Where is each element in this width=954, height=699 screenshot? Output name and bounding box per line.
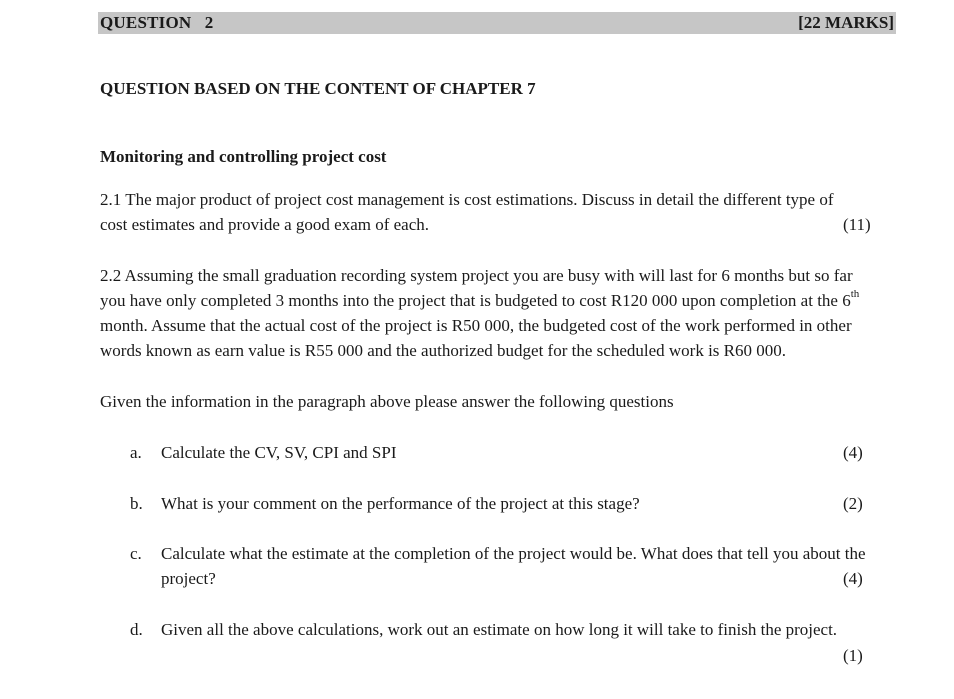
sub-question-a-letter: a. — [130, 443, 142, 462]
q2-1-marks: (11) — [843, 215, 871, 234]
sub-question-d-letter: d. — [130, 620, 143, 639]
ordinal-superscript: th — [850, 288, 860, 301]
sub-question-d-marks: (1) — [843, 646, 863, 665]
sub-question-a-text: Calculate the CV, SV, CPI and SPI — [161, 443, 397, 462]
q2-2-line-2: you have only completed 3 months into the project that is budgeted to cost R120 000 upon completion at the 6th — [100, 288, 860, 310]
sub-question-c-marks: (4) — [843, 569, 863, 588]
q2-2-line-3: month. Assume that the actual cost of the project is R50 000, the budgeted cost of the work performed in other — [100, 316, 852, 335]
section-heading: Monitoring and controlling project cost — [100, 147, 387, 166]
sub-question-b-marks: (2) — [843, 494, 863, 513]
q2-1-line-2: cost estimates and provide a good exam of each. — [100, 215, 430, 234]
total-marks: [22 MARKS] — [798, 13, 894, 32]
q2-2-line-4: words known as earn value is R55 000 and the authorized budget for the scheduled work is R60 000. — [100, 341, 786, 360]
sub-question-c-letter: c. — [130, 544, 142, 563]
chapter-heading: QUESTION BASED ON THE CONTENT OF CHAPTER 7 — [100, 79, 536, 98]
q2-2-line-1: 2.2 Assuming the small graduation recording system project you are busy with will last for 6 months but so far — [100, 266, 853, 285]
sub-question-c-text-line-1: Calculate what the estimate at the completion of the project would be. What does that tell you about the — [161, 544, 866, 563]
sub-question-c-text-line-2: project? — [161, 569, 216, 588]
sub-question-d-text: Given all the above calculations, work out an estimate on how long it will take to finish the project. — [161, 620, 838, 639]
question-number: QUESTION 2 — [100, 13, 214, 32]
sub-question-b-letter: b. — [130, 494, 143, 513]
q2-1-line-1: 2.1 The major product of project cost management is cost estimations. Discuss in detail the different type of — [100, 190, 834, 209]
sub-question-b-text: What is your comment on the performance of the project at this stage? — [161, 494, 640, 513]
sub-question-a-marks: (4) — [843, 443, 863, 462]
instruction-text: Given the information in the paragraph above please answer the following questions — [100, 392, 674, 411]
question-header-bar — [98, 12, 896, 34]
